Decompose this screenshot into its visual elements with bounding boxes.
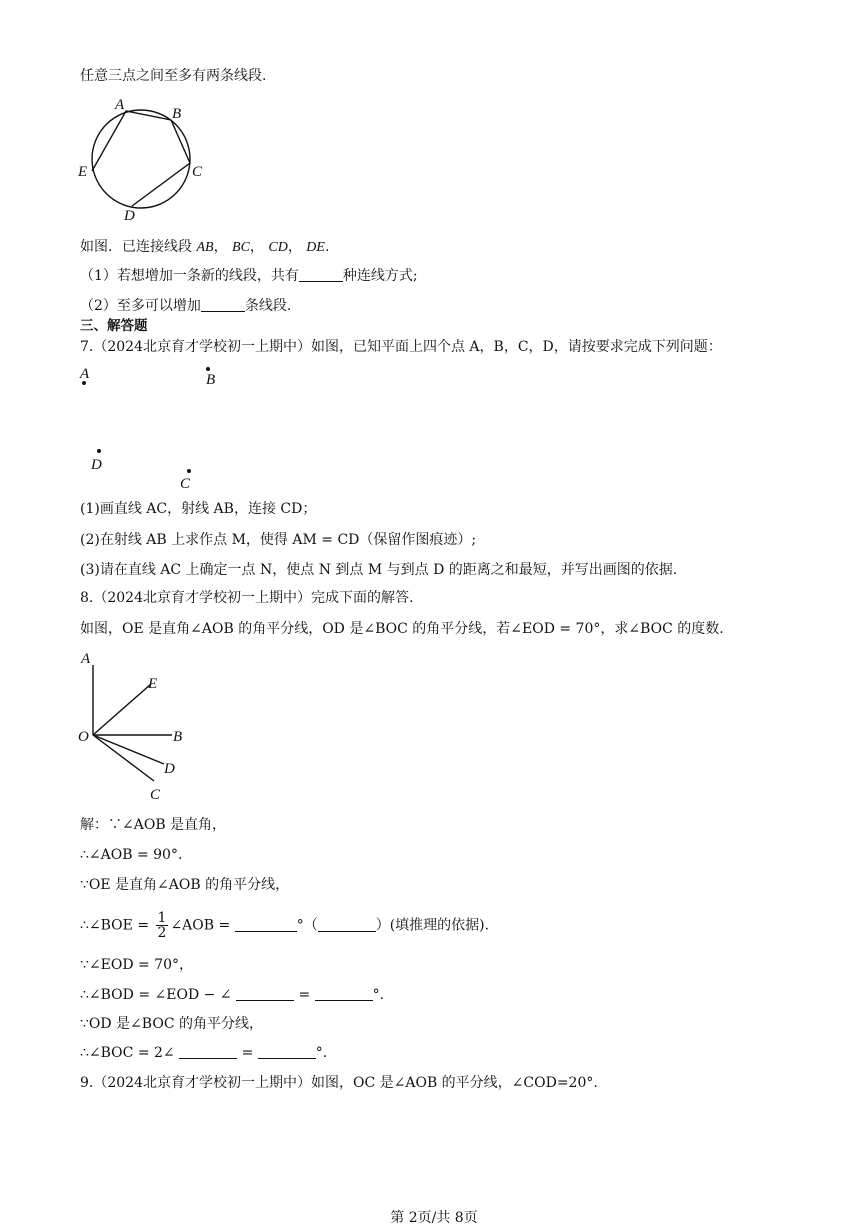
label-c: C: [150, 787, 161, 803]
text-line: 如图．已连接线段 AB， BC， CD， DE.: [80, 239, 330, 255]
label-d: D: [91, 457, 102, 473]
label-b: B: [173, 729, 183, 745]
solution-line: ∴∠AOB = 90°.: [80, 847, 183, 863]
label-a: A: [81, 651, 91, 667]
solution-line: ∴∠BOD = ∠EOD − ∠ = °.: [80, 987, 385, 1003]
solution-line: ∴∠BOE = $\frac{1}{2}$ ∠AOB = °（ ）(填推理的依据).: [80, 910, 490, 941]
problem-7-part-3: (3)请在直线 AC 上确定一点 N，使点 N 到点 M 与到点 D 的距离之和最短，并写出画图的依据.: [80, 562, 678, 578]
label-b: B: [172, 106, 182, 122]
figure-pentagon-circle: [72, 95, 212, 225]
label-c: C: [192, 164, 203, 180]
label-o: O: [78, 729, 89, 745]
label-d: D: [164, 761, 175, 777]
solution-line: ∵∠EOD = 70°，: [80, 957, 194, 973]
label-a: A: [80, 366, 90, 382]
fraction: $\frac{1}{2}$: [157, 910, 167, 941]
problem-8: 8.（2024北京育才学校初一上期中）完成下面的解答.: [80, 590, 414, 606]
text-line: 任意三点之间至多有两条线段.: [80, 68, 267, 84]
label-c: C: [180, 476, 191, 492]
question-1: （1）若想增加一条新的线段，共有 种连线方式;: [80, 268, 418, 284]
figure-angles: [72, 645, 202, 805]
solution-line: 解：∵∠AOB 是直角，: [80, 817, 227, 833]
solution-line: ∴∠BOC = 2∠ = °.: [80, 1045, 328, 1061]
solution-line: ∵OE 是直角∠AOB 的角平分线，: [80, 877, 290, 893]
problem-7: 7.（2024北京育才学校初一上期中）如图，已知平面上四个点 A，B，C，D，请按要求完成下列问题：: [80, 339, 722, 355]
problem-7-part-1: (1)画直线 AC，射线 AB，连接 CD；: [80, 501, 317, 517]
label-b: B: [206, 372, 216, 388]
figure-four-points: [72, 360, 222, 495]
label-e: E: [78, 164, 88, 180]
label-e: E: [148, 676, 158, 692]
label-a: A: [115, 97, 125, 113]
solution-line: ∵OD 是∠BOC 的角平分线，: [80, 1016, 263, 1032]
question-2: （2）至多可以增加 条线段.: [80, 298, 292, 314]
problem-8-intro: 如图，OE 是直角∠AOB 的角平分线，OD 是∠BOC 的角平分线，若∠EOD = 70°，求∠BOC 的度数.: [80, 621, 724, 637]
problem-9: 9.（2024北京育才学校初一上期中）如图，OC 是∠AOB 的平分线，∠COD=20°.: [80, 1075, 598, 1091]
problem-7-part-2: (2)在射线 AB 上求作点 M，使得 AM = CD（保留作图痕迹）;: [80, 532, 477, 548]
page-footer: 第 2页/共 8页: [390, 1210, 478, 1226]
section-heading: 三、解答题: [80, 318, 148, 334]
label-d: D: [124, 208, 135, 224]
